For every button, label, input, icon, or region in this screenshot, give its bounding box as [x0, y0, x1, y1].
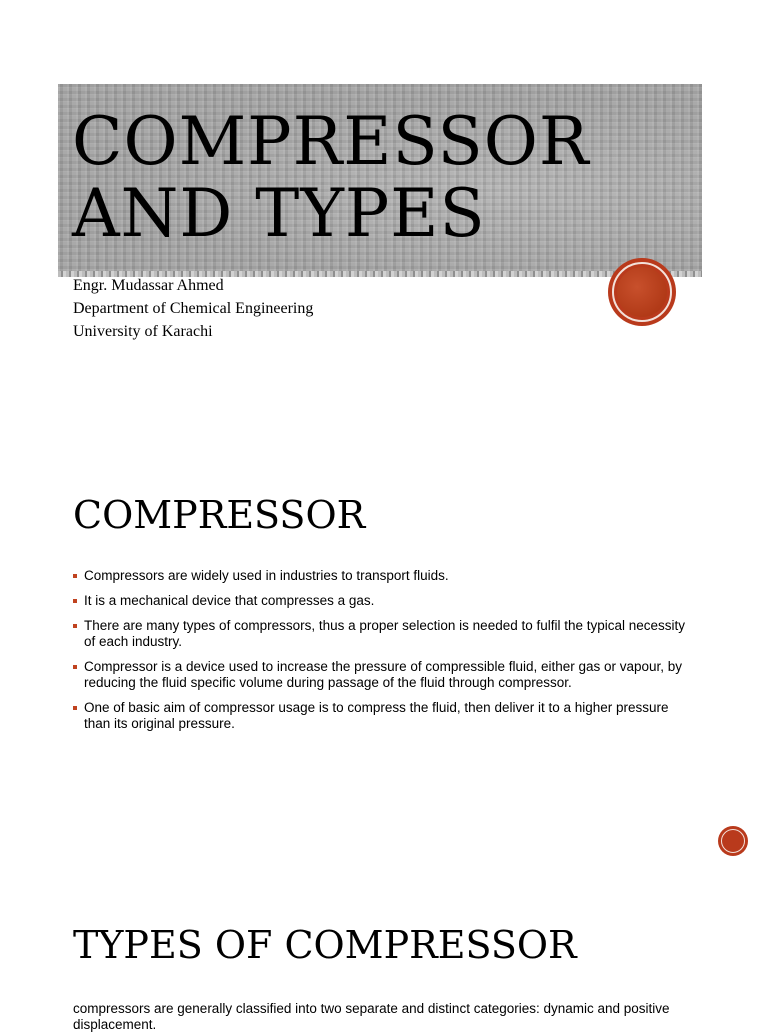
title-line-2: AND TYPES: [72, 175, 486, 252]
bullet-text: It is a mechanical device that compresses a gas.: [84, 593, 375, 608]
bullet-text: One of basic aim of compressor usage is to compress the fluid, then deliver it to a higher pressure than its original pressure.: [84, 700, 669, 731]
author-name: Engr. Mudassar Ahmed: [73, 277, 224, 294]
list-item: [73, 700, 693, 732]
bullet-list: [73, 568, 693, 741]
title-line-1: COMPRESSOR: [72, 103, 590, 180]
bullet-icon: [73, 706, 77, 710]
bullet-text: There are many types of compressors, thus a proper selection is needed to fulfil the typical necessity of each industry.: [84, 618, 686, 649]
list-item: [73, 568, 693, 584]
list-item: [73, 593, 693, 609]
bullet-icon: [73, 665, 77, 669]
title-slide: [0, 0, 768, 415]
red-ring-logo-icon: [608, 258, 676, 326]
list-item: [73, 618, 693, 650]
list-item: [73, 659, 693, 691]
university-name: University of Karachi: [73, 323, 213, 340]
types-slide: [0, 865, 768, 1032]
compressor-slide: [0, 415, 768, 865]
bullet-icon: [73, 599, 77, 603]
bullet-text: Compressor is a device used to increase the pressure of compressible fluid, either gas or vapour, by reducing the fluid specific volume during passage of the fluid through compressor.: [84, 659, 683, 690]
bullet-text: Compressors are widely used in industries to transport fluids.: [84, 568, 449, 583]
bullet-icon: [73, 624, 77, 628]
presentation-title: [72, 103, 590, 252]
bullet-icon: [73, 574, 77, 578]
slide-heading: COMPRESSOR: [73, 493, 366, 537]
slide-heading: TYPES OF COMPRESSOR: [73, 923, 577, 967]
intro-text: compressors are generally classified into two separate and distinct categories: dynamic and positive displacement.: [73, 1001, 670, 1032]
department-name: Department of Chemical Engineering: [73, 300, 314, 317]
author-block: [73, 274, 313, 343]
red-ring-logo-icon: [718, 826, 748, 856]
